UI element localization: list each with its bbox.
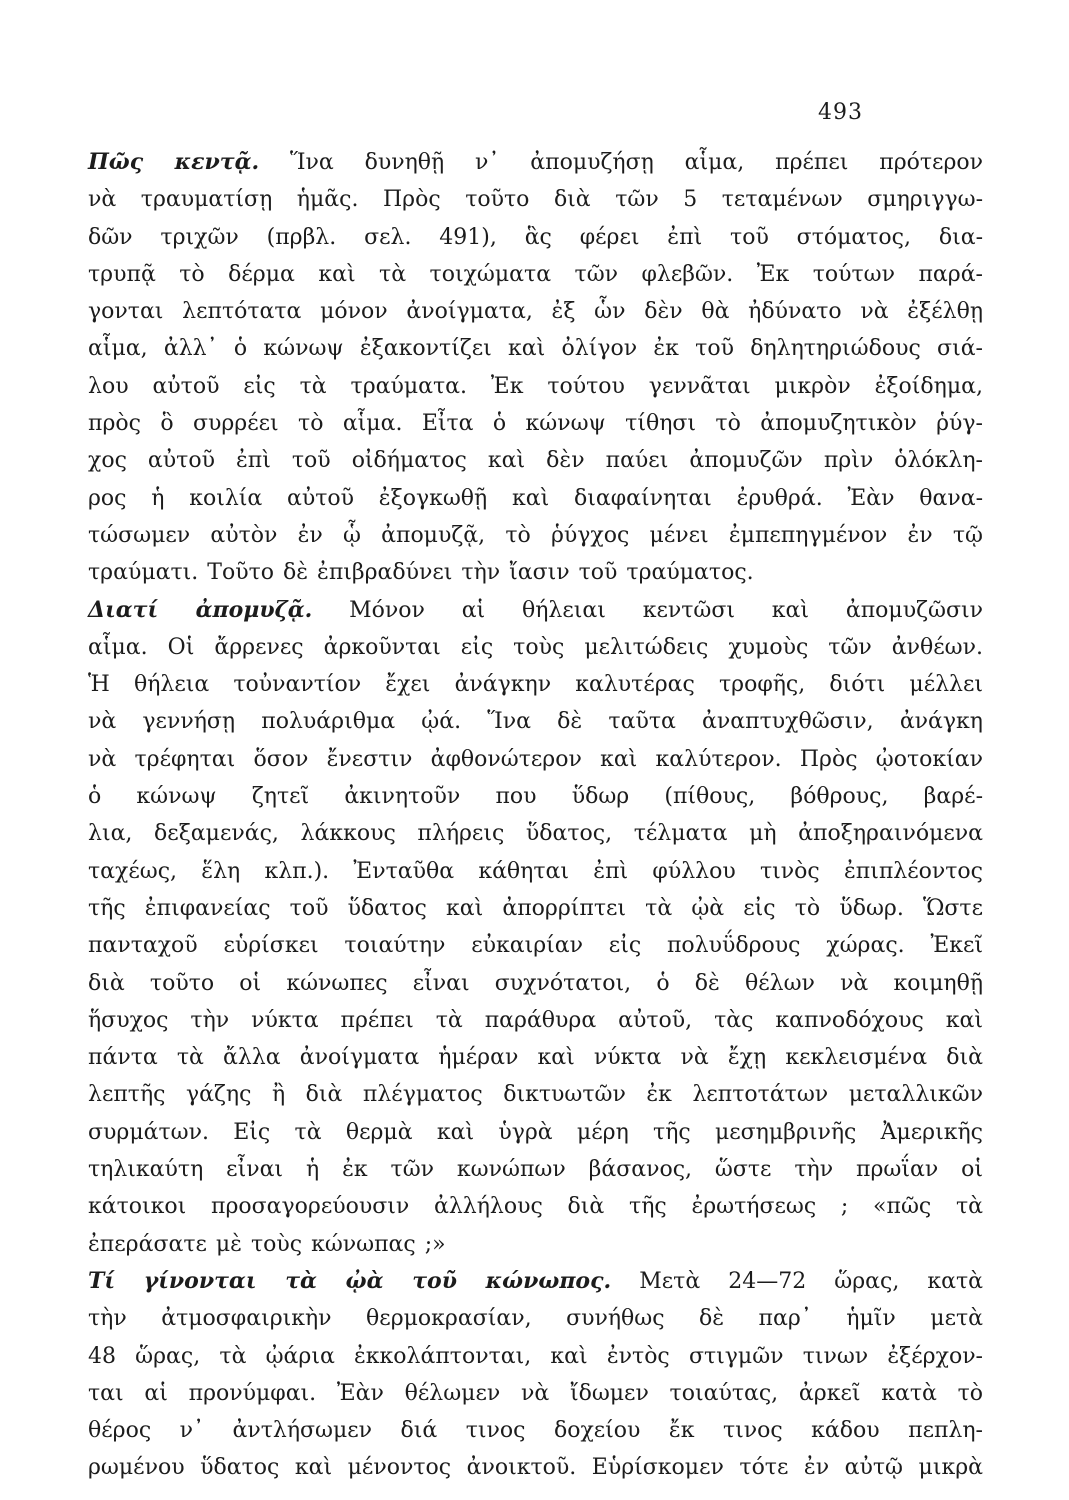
line-text: λια, δεξαμενάς, λάκκους πλήρεις ὕδατος, τέλματα μὴ ἀποξηραινόμενα xyxy=(88,821,983,847)
text-line xyxy=(88,517,983,554)
text-line xyxy=(88,1449,983,1486)
text-line xyxy=(88,741,983,778)
text-line xyxy=(88,1039,983,1076)
text-line xyxy=(88,480,983,517)
section-heading: Τί γίνονται τὰ ᾠὰ τοῦ κώνωπος. xyxy=(88,1267,612,1294)
line-text: Ἡ θήλεια τοὐναντίον ἔχει ἀνάγκην καλυτέρας τροφῆς, διότι μέλλει xyxy=(88,672,983,698)
text-line xyxy=(88,256,983,293)
text-line xyxy=(88,1226,983,1263)
text-line xyxy=(88,442,983,479)
line-text: Ἵνα δυνηθῇ ν᾽ ἀπομυζήσῃ αἷμα, πρέπει πρότερον xyxy=(290,150,983,175)
line-text: τώσωμεν αὐτὸν ἐν ᾧ ἀπομυζᾷ, τὸ ῥύγχος μένει ἐμπεπηγμένον ἐν τῷ xyxy=(88,522,983,548)
text-line xyxy=(88,965,983,1002)
line-text: πανταχοῦ εὑρίσκει τοιαύτην εὐκαιρίαν εἰς πολυΰδρους χώρας. Ἐκεῖ xyxy=(88,933,983,959)
text-line xyxy=(88,554,983,591)
text-line xyxy=(88,1375,983,1412)
line-text: τῆς ἐπιφανείας τοῦ ὕδατος καὶ ἀπορρίπτει τὰ ᾠὰ εἰς τὸ ὕδωρ. Ὥστε xyxy=(88,895,983,921)
line-text: χος αὐτοῦ ἐπὶ τοῦ οἰδήματος καὶ δὲν παύει ἀπομυζῶν πρὶν ὁλόκλη- xyxy=(88,448,983,474)
text-line xyxy=(88,815,983,852)
text-line xyxy=(88,1076,983,1113)
line-text: πρὸς ὃ συρρέει τὸ αἷμα. Εἶτα ὁ κώνωψ τίθησι τὸ ἀπομυζητικὸν ῥύγ- xyxy=(88,411,983,437)
text-line xyxy=(88,368,983,405)
line-text: δῶν τριχῶν (πρβλ. σελ. 491), ἃς φέρει ἐπὶ τοῦ στόματος, δια- xyxy=(88,224,983,250)
line-text: αἷμα, ἀλλ᾽ ὁ κώνωψ ἐξακοντίζει καὶ ὀλίγον ἐκ τοῦ δηλητηριώδους σιά- xyxy=(88,336,983,362)
line-text: τρυπᾷ τὸ δέρμα καὶ τὰ τοιχώματα τῶν φλεβῶν. Ἐκ τούτων παρά- xyxy=(88,261,983,287)
line-text: κάτοικοι προσαγορεύουσιν ἀλλήλους διὰ τῆς ἐρωτήσεως ; «πῶς τὰ xyxy=(88,1194,983,1220)
line-text: νὰ τραυματίσῃ ἡμᾶς. Πρὸς τοῦτο διὰ τῶν 5 τεταμένων σμηριγγω- xyxy=(88,187,983,213)
line-text: ρος ἡ κοιλία αὐτοῦ ἐξογκωθῇ καὶ διαφαίνηται ἐρυθρά. Ἐὰν θανα- xyxy=(88,485,983,511)
text-line xyxy=(88,405,983,442)
line-text: συρμάτων. Εἰς τὰ θερμὰ καὶ ὑγρὰ μέρη τῆς μεσημβρινῆς Ἀμερικῆς xyxy=(88,1119,983,1145)
line-text: λεπτῆς γάζης ἢ διὰ πλέγματος δικτυωτῶν ἐκ λεπτοτάτων μεταλλικῶν xyxy=(88,1082,983,1108)
text-line xyxy=(88,1338,983,1375)
line-text: ὁ κώνωψ ζητεῖ ἀκινητοῦν που ὕδωρ (πίθους, βόθρους, βαρέ- xyxy=(88,784,983,810)
section-heading: Διατί ἀπομυζᾷ. xyxy=(88,596,313,623)
text-line xyxy=(88,890,983,927)
text-line xyxy=(88,293,983,330)
text-line xyxy=(88,1002,983,1039)
line-text: τηλικαύτη εἶναι ἡ ἐκ τῶν κωνώπων βάσανος, ὥστε τὴν πρωΐαν οἱ xyxy=(88,1157,983,1183)
text-line xyxy=(88,666,983,703)
text-line xyxy=(88,927,983,964)
line-text: νὰ τρέφηται ὅσον ἔνεστιν ἀφθονώτερον καὶ καλύτερον. Πρὸς ᾠοτοκίαν xyxy=(88,746,983,772)
line-text: ἥσυχος τὴν νύκτα πρέπει τὰ παράθυρα αὐτοῦ, τὰς καπνοδόχους καὶ xyxy=(88,1007,983,1033)
text-body xyxy=(88,144,983,1487)
line-text: τραύματι. Τοῦτο δὲ ἐπιβραδύνει τὴν ἴασιν τοῦ τραύματος. xyxy=(88,560,754,586)
line-text: θέρος ν᾽ ἀντλήσωμεν διά τινος δοχείου ἔκ τινος κάδου πεπλη- xyxy=(88,1418,983,1444)
text-line xyxy=(88,629,983,666)
text-line xyxy=(88,703,983,740)
text-line xyxy=(88,592,983,629)
line-text: ταχέως, ἕλη κλπ.). Ἐνταῦθα κάθηται ἐπὶ φύλλου τινὸς ἐπιπλέοντος xyxy=(88,858,983,884)
text-line xyxy=(88,219,983,256)
text-line xyxy=(88,778,983,815)
line-text: ρωμένου ὕδατος καὶ μένοντος ἀνοικτοῦ. Εὑρίσκομεν τότε ἐν αὐτῷ μικρὰ xyxy=(88,1455,983,1481)
line-text: Μετὰ 24—72 ὥρας, κατὰ xyxy=(639,1268,983,1294)
page-number: 493 xyxy=(818,100,863,125)
text-line xyxy=(88,181,983,218)
text-line xyxy=(88,1263,983,1300)
line-text: Μόνον αἱ θήλειαι κεντῶσι καὶ ἀπομυζῶσιν xyxy=(349,597,983,623)
line-text: γονται λεπτότατα μόνον ἀνοίγματα, ἐξ ὧν δὲν θὰ ἠδύνατο νὰ ἐξέλθῃ xyxy=(88,299,983,325)
line-text: τὴν ἀτμοσφαιρικὴν θερμοκρασίαν, συνήθως δὲ παρ᾽ ἡμῖν μετὰ xyxy=(88,1306,983,1332)
text-line xyxy=(88,1300,983,1337)
line-text: ται αἱ προνύμφαι. Ἐὰν θέλωμεν νὰ ἴδωμεν τοιαύτας, ἀρκεῖ κατὰ τὸ xyxy=(88,1380,983,1406)
section-heading: Πῶς κεντᾷ. xyxy=(88,149,260,175)
line-text: πάντα τὰ ἄλλα ἀνοίγματα ἡμέραν καὶ νύκτα νὰ ἔχῃ κεκλεισμένα διὰ xyxy=(88,1045,983,1071)
line-text: διὰ τοῦτο οἱ κώνωπες εἶναι συχνότατοι, ὁ δὲ θέλων νὰ κοιμηθῇ xyxy=(88,970,983,996)
text-line xyxy=(88,1151,983,1188)
text-line xyxy=(88,1188,983,1225)
line-text: νὰ γεννήσῃ πολυάριθμα ᾠά. Ἵνα δὲ ταῦτα ἀναπτυχθῶσιν, ἀνάγκη xyxy=(88,709,983,735)
text-line xyxy=(88,1114,983,1151)
text-line xyxy=(88,853,983,890)
line-text: 48 ὥρας, τὰ ᾠάρια ἐκκολάπτονται, καὶ ἐντὸς στιγμῶν τινων ἐξέρχον- xyxy=(88,1343,983,1369)
text-line xyxy=(88,1412,983,1449)
text-line xyxy=(88,330,983,367)
line-text: αἷμα. Οἱ ἄρρενες ἀρκοῦνται εἰς τοὺς μελιτώδεις χυμοὺς τῶν ἀνθέων. xyxy=(88,634,983,660)
text-line xyxy=(88,144,983,181)
line-text: λου αὐτοῦ εἰς τὰ τραύματα. Ἐκ τούτου γεννᾶται μικρὸν ἐξοίδημα, xyxy=(88,373,983,399)
line-text: ἐπεράσατε μὲ τοὺς κώνωπας ;» xyxy=(88,1231,446,1257)
